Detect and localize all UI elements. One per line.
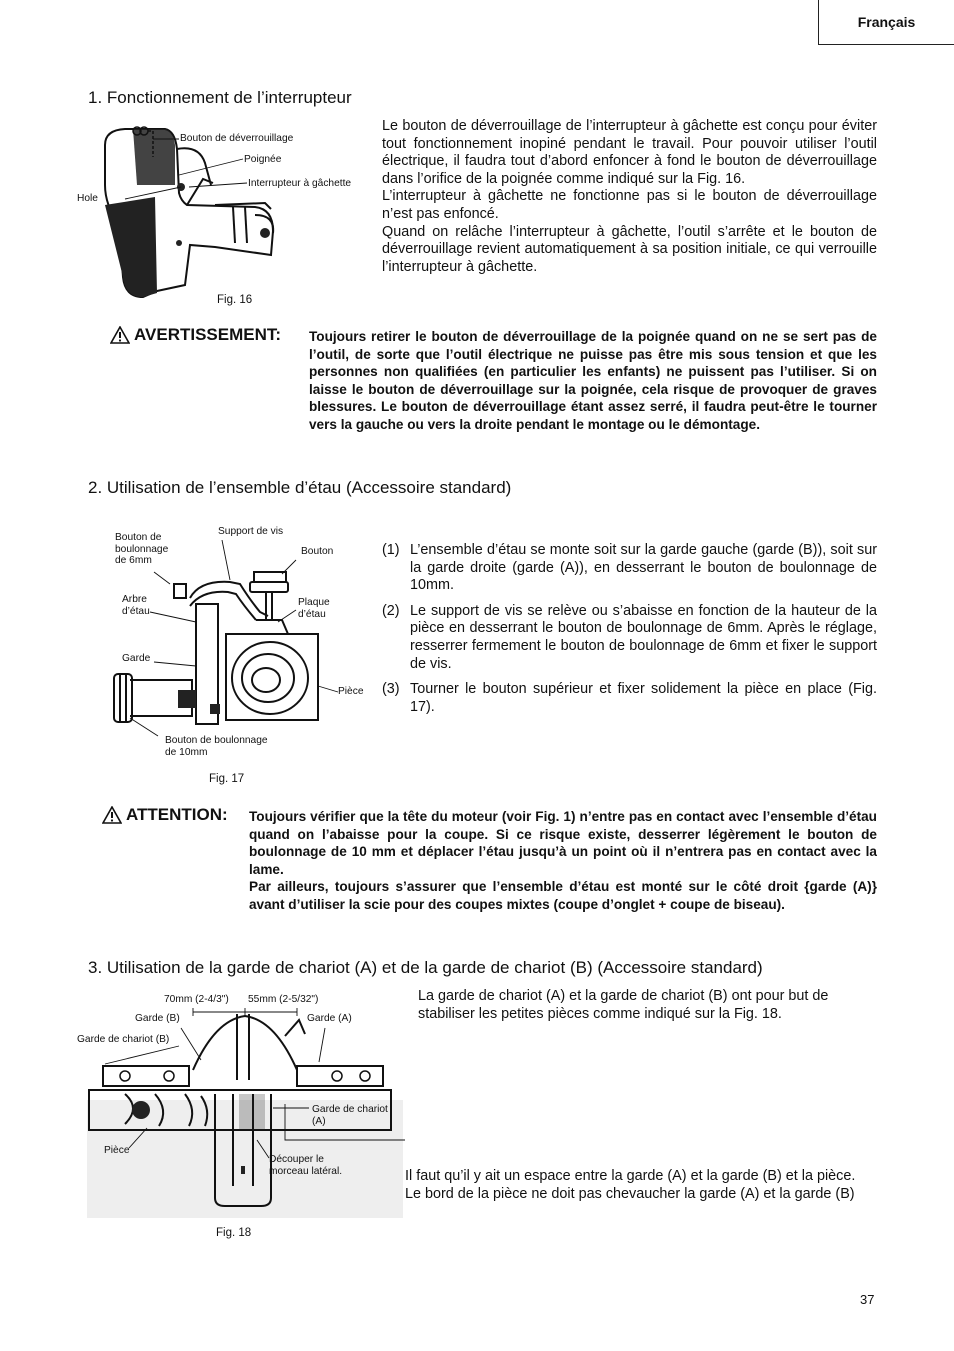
label-handle: Poignée [244, 154, 282, 165]
fig17-caption: Fig. 17 [209, 773, 245, 785]
caution-text [249, 808, 877, 914]
label-trigger: Interrupteur à gâchette [248, 178, 352, 189]
label-dim-left: 70mm (2-4/3") [164, 994, 229, 1005]
fig16-leader-lines [95, 115, 385, 315]
label-knob-10mm: Bouton de boulonnage de 10mm [165, 735, 268, 758]
warning-title-text: AVERTISSEMENT: [134, 325, 282, 344]
caution-title-text: ATTENTION: [126, 805, 228, 824]
label-vise-plate: Plaque d’étau [298, 597, 330, 620]
warning-text: Toujours retirer le bouton de déverrouillage de la poignée quand on ne se sert pas de l’outil, de sorte que l’outil électrique ne puisse pas être mis sous tension et que les personnes non qualifiées (en particulier les enfants) ne puissent pas l’utiliser. Si on laisse le bouton de déverrouillage sur la poignée, cela risque de provoquer de graves blessures. Le bouton de déverrouillage étant assez serré, il faudra peut-être le tourner vers la gauche ou vers la droite pendant le montage ou le démontage. [309, 329, 877, 432]
list-item-number: (2) [382, 602, 400, 619]
label-sub-guard-a: Garde de chariot (A) [312, 1104, 388, 1127]
page-number: 37 [860, 1292, 875, 1307]
fig16-caption: Fig. 16 [217, 294, 253, 306]
fig18-caption: Fig. 18 [216, 1227, 252, 1239]
label-knob-6mm: Bouton de boulonnage de 6mm [115, 532, 169, 566]
label-fence: Garde [122, 653, 151, 664]
label-workpiece: Pièce [338, 686, 364, 697]
list-item-text: L’ensemble d’étau se monte soit sur la garde gauche (garde (B)), soit sur la garde droite (garde (A)), en desserrant le bouton de boulonnage de 10mm. [410, 542, 877, 594]
language-label: Français [857, 14, 916, 30]
list-item [382, 542, 877, 595]
section-1-text [382, 118, 877, 276]
list-item-number: (3) [382, 681, 400, 698]
section-3-paragraph-2: Il faut qu’il y ait un espace entre la garde (A) et la garde (B) et la pièce. Le bord de la pièce ne doit pas chevaucher la garde (A) et la garde (B) [405, 1168, 856, 1202]
section-3-paragraph-1: La garde de chariot (A) et la garde de chariot (B) ont pour but de stabiliser les petites pièces comme indiqué sur la Fig. 18. [418, 988, 829, 1022]
warning-triangle-icon [102, 806, 122, 824]
section-2-heading: 2. Utilisation de l’ensemble d’étau (Accessoire standard) [88, 478, 512, 497]
label-guard-b: Garde (B) [135, 1013, 180, 1024]
paragraph: Le bouton de déverrouillage de l’interrupteur à gâchette est conçu pour éviter tout fonctionnement inopiné pendant le travail. Pour pouvoir utiliser l’outil électrique, il faudra tout d’abord enfoncer à fond le bouton de déverrouillage dans l’orifice de la poignée comme indiqué sur la Fig. 16. [382, 118, 877, 187]
list-item-text: Tourner le bouton supérieur et fixer solidement la pièce en place (Fig. 17). [410, 681, 877, 715]
label-sub-guard-b: Garde de chariot (B) [77, 1034, 170, 1045]
caution-paragraph: Par ailleurs, toujours s’assurer que l’ensemble d’étau est monté sur le côté droit {garde (A)} avant d’utiliser la scie pour des coupes mixtes (coupe d’onglet + coupe de biseau). [249, 879, 877, 912]
label-hole: Hole [77, 193, 98, 204]
paragraph: Quand on relâche l’interrupteur à gâchette, l’outil s’arrête et le bouton de déverrouillage revient automatiquement à sa position initiale, ce qui verrouille l’interrupteur à gâchette. [382, 223, 877, 275]
caution-title [102, 805, 228, 825]
label-cut-off: Découper le morceau latéral. [269, 1154, 343, 1177]
list-item [382, 603, 877, 673]
label-dim-right: 55mm (2-5/32") [248, 994, 319, 1005]
language-tab [818, 0, 954, 45]
section-1-heading: 1. Fonctionnement de l’interrupteur [88, 88, 352, 107]
list-item-text: Le support de vis se relève ou s’abaisse en fonction de la hauteur de la pièce en desserrant le bouton de boulonnage de 6mm. Après le réglage, resserrer fermement le bouton de boulonnage de 6mm et fixer le support de vis. [410, 602, 877, 672]
label-knob: Bouton [301, 546, 334, 557]
label-guard-a: Garde (A) [307, 1013, 352, 1024]
section-3-heading: 3. Utilisation de la garde de chariot (A) et de la garde de chariot (B) (Accessoire standard) [88, 958, 763, 977]
vise-instructions-list [382, 542, 877, 724]
label-screw-holder: Support de vis [218, 526, 284, 537]
warning-title [110, 325, 281, 345]
paragraph: L’interrupteur à gâchette ne fonctionne pas si le bouton de déverrouillage n’est pas enfoncé. [382, 188, 877, 222]
caution-paragraph: Toujours vérifier que la tête du moteur (voir Fig. 1) n’entre pas en contact avec l’ensemble d’étau quand on l’abaisse pour la coupe. Si ce risque existe, desserrer légèrement le bouton de boulonnage de 10 mm et déplacer l’étau jusqu’à un point où il n’entrera pas en contact avec la lame. [249, 809, 877, 877]
fig17-vise-illustration [110, 540, 360, 740]
list-item-number: (1) [382, 542, 400, 558]
list-item [382, 681, 877, 716]
warning-triangle-icon [110, 326, 130, 344]
label-release-button: Bouton de déverrouillage [180, 133, 294, 144]
label-vise-shaft: Arbre d’étau [122, 594, 150, 617]
label-workpiece: Pièce [104, 1145, 130, 1156]
